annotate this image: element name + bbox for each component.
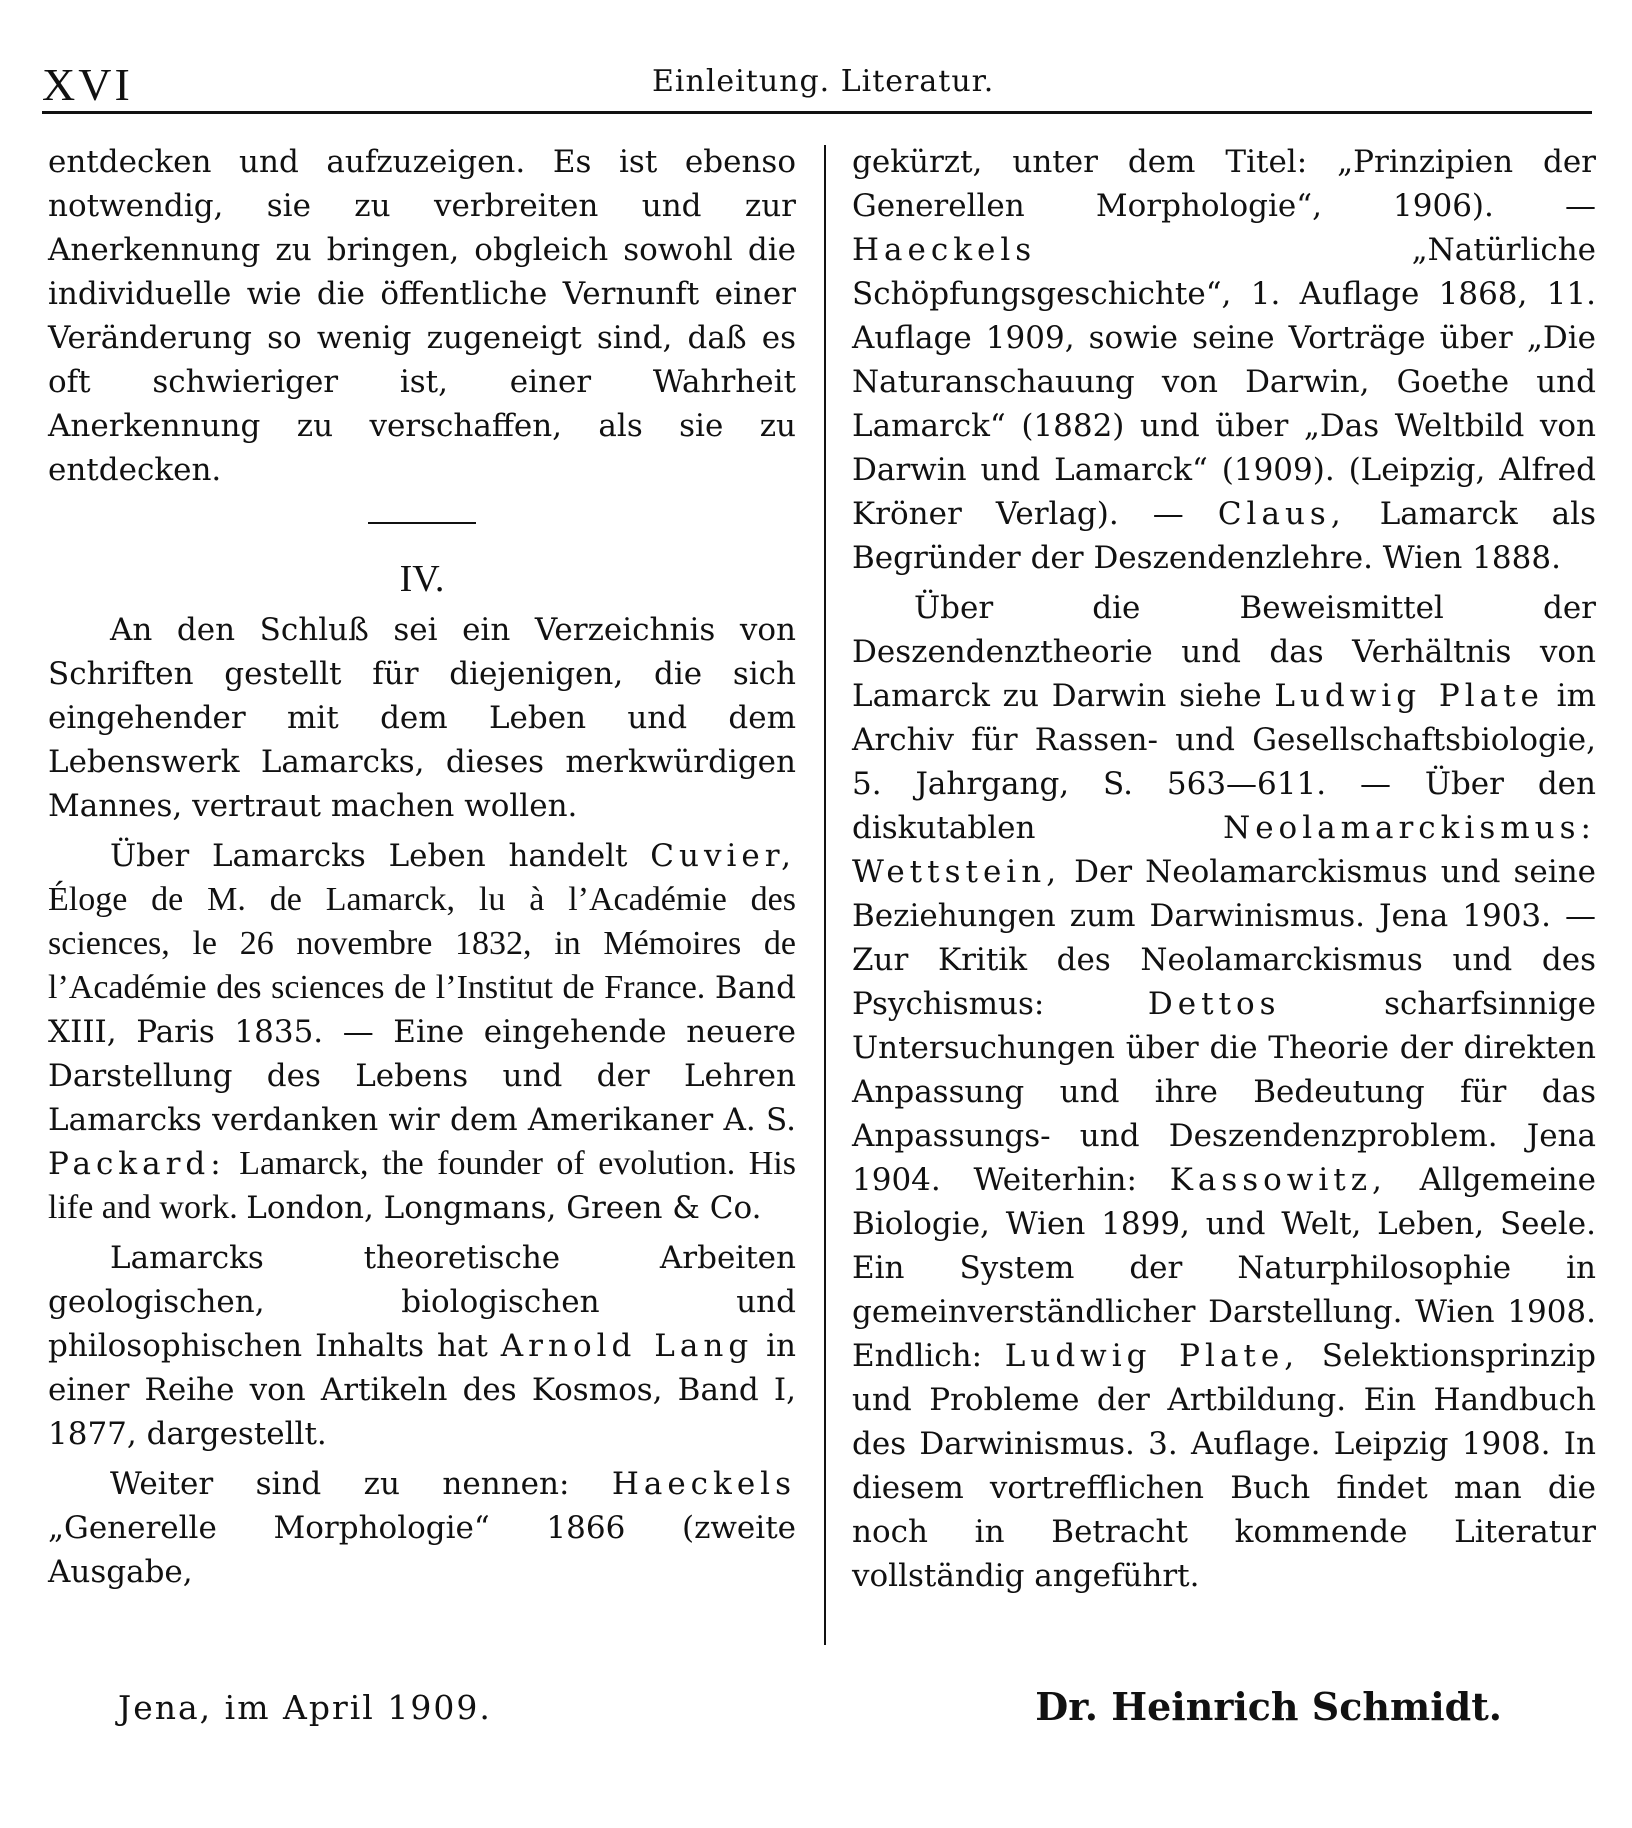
text-run: London, Longmans, Green & Co. [246,1190,762,1226]
text-run: im Archiv für Rassen- und Gesellschaftsbiologie, 5. Jahrgang, S. 563—611. — Über den diskutablen [852,678,1596,846]
left-column [48,140,796,1594]
author-name-claus: Claus, [1217,496,1346,532]
place-and-date: Jena, im April 1909. [118,1688,492,1727]
author-name-lang: Arnold Lang [500,1328,754,1364]
text-run: Band XIII, Paris 1835. — Eine eingehende neuere Darstellung des Lebens und der Lehren Lamarcks verdanken wir dem Amerikaner A. S. [48,970,796,1138]
text-run: Lamarcks theoretische Arbeiten geologischen, biologischen und philosophischen Inhalts hat [48,1240,796,1364]
author-name-cuvier: Cuvier, [650,838,796,874]
author-name-plate: Ludwig Plate [1274,678,1544,714]
paragraph-further-works [48,1462,796,1594]
paragraph-intro: An den Schluß sei ein Verzeichnis von Schriften gestellt für diejenigen, die sich eingehender mit dem Leben und dem Lebenswerk Lamarcks, dieses merkwürdigen Mannes, vertraut machen wollen. [48,612,796,824]
author-signature: Dr. Heinrich Schmidt. [1035,1684,1502,1729]
text-run: gekürzt, unter dem Titel: „Prinzipien der Generellen Morphologie“, 1906). — [852,144,1596,224]
author-name-packard: Packard: [48,1146,226,1182]
text-run: Der Neolamarckismus und seine Beziehungen zum Darwinismus. Jena 1903. — Zur Kritik des Neolamarckismus und des Psychismus: [852,854,1596,1022]
author-name-wettstein: Wettstein, [852,854,1062,890]
section-number: IV. [399,558,445,600]
section-divider [368,522,476,524]
right-column [852,140,1596,1598]
page-number: XVI [42,59,133,110]
text-run: Lamarck als Begründer der Deszendenzlehre. Wien 1888. [852,496,1596,576]
paragraph-lamarck-life [48,834,796,1230]
header-rule [42,111,1592,114]
text-run: Weiter sind zu nennen: [110,1466,612,1502]
running-head-title: Einleitung. Literatur. [652,64,995,99]
text-run: scharfsinnige Untersuchungen über die Theorie der direkten Anpassung und ihre Bedeutung für das Anpassungs- und Deszendenzproblem. Jena 1904. Weiterhin: [852,986,1596,1198]
text-run: Über die Beweismittel der Deszendenztheorie und das Verhältnis von Lamarck zu Darwin siehe [852,590,1596,714]
column-divider [824,145,826,1645]
author-name-kassowitz: Kassowitz, [1169,1162,1387,1198]
running-head [42,58,1592,108]
french-citation: Éloge de M. de Lamarck, lu à l’Académie des sciences, le 26 novembre 1832, in Mémoires de l’Académie des sciences de l’Institut de France. [48,881,796,1006]
author-name-dettos: Dettos [1147,986,1281,1022]
text-run: Über Lamarcks Leben handelt [110,838,651,874]
author-name-plate: Ludwig Plate, [1004,1338,1300,1374]
text-run: „Generelle Morphologie“ 1866 (zweite Ausgabe, [48,1510,796,1590]
paragraph-haeckel-works [852,140,1596,580]
term-neolamarckismus: Neolamarckismus: [1223,810,1596,846]
paragraph-evidence [852,586,1596,1598]
text-run: Selektionsprinzip und Probleme der Artbildung. Ein Handbuch des Darwinismus. 3. Auflage. Leipzig 1908. In diesem vortrefflichen Buch findet man die noch in Betracht kommende Literatur vollständig angeführt. [852,1338,1596,1594]
author-name-haeckel: Haeckels [611,1466,796,1502]
english-citation: Lamarck, the founder of evolution. His life and work. [48,1145,796,1226]
text-run: „Natürliche Schöpfungsgeschichte“, 1. Auflage 1868, 11. Auflage 1909, sowie seine Vorträge über „Die Naturanschauung von Darwin, Goethe und Lamarck“ (1882) und über „Das Weltbild von Darwin und Lamarck“ (1909). (Leipzig, Alfred Kröner Verlag). — [852,232,1596,532]
text-run: Allgemeine Biologie, Wien 1899, und Welt, Leben, Seele. Ein System der Naturphilosophie in gemeinverständlicher Darstellung. Wien 1908. Endlich: [852,1162,1596,1374]
text-run: in einer Reihe von Artikeln des Kosmos, Band I, 1877, dargestellt. [48,1328,796,1452]
paragraph-continuation: entdecken und aufzuzeigen. Es ist ebenso notwendig, sie zu verbreiten und zur Anerkennung zu bringen, obgleich sowohl die individuelle wie die öffentliche Vernunft einer Veränderung so wenig zugeneigt sind, daß es oft schwieriger ist, einer Wahrheit Anerkennung zu verschaffen, als sie zu entdecken. [48,144,796,488]
paragraph-theoretical-works [48,1236,796,1456]
author-name-haeckel: Haeckels [852,232,1037,268]
